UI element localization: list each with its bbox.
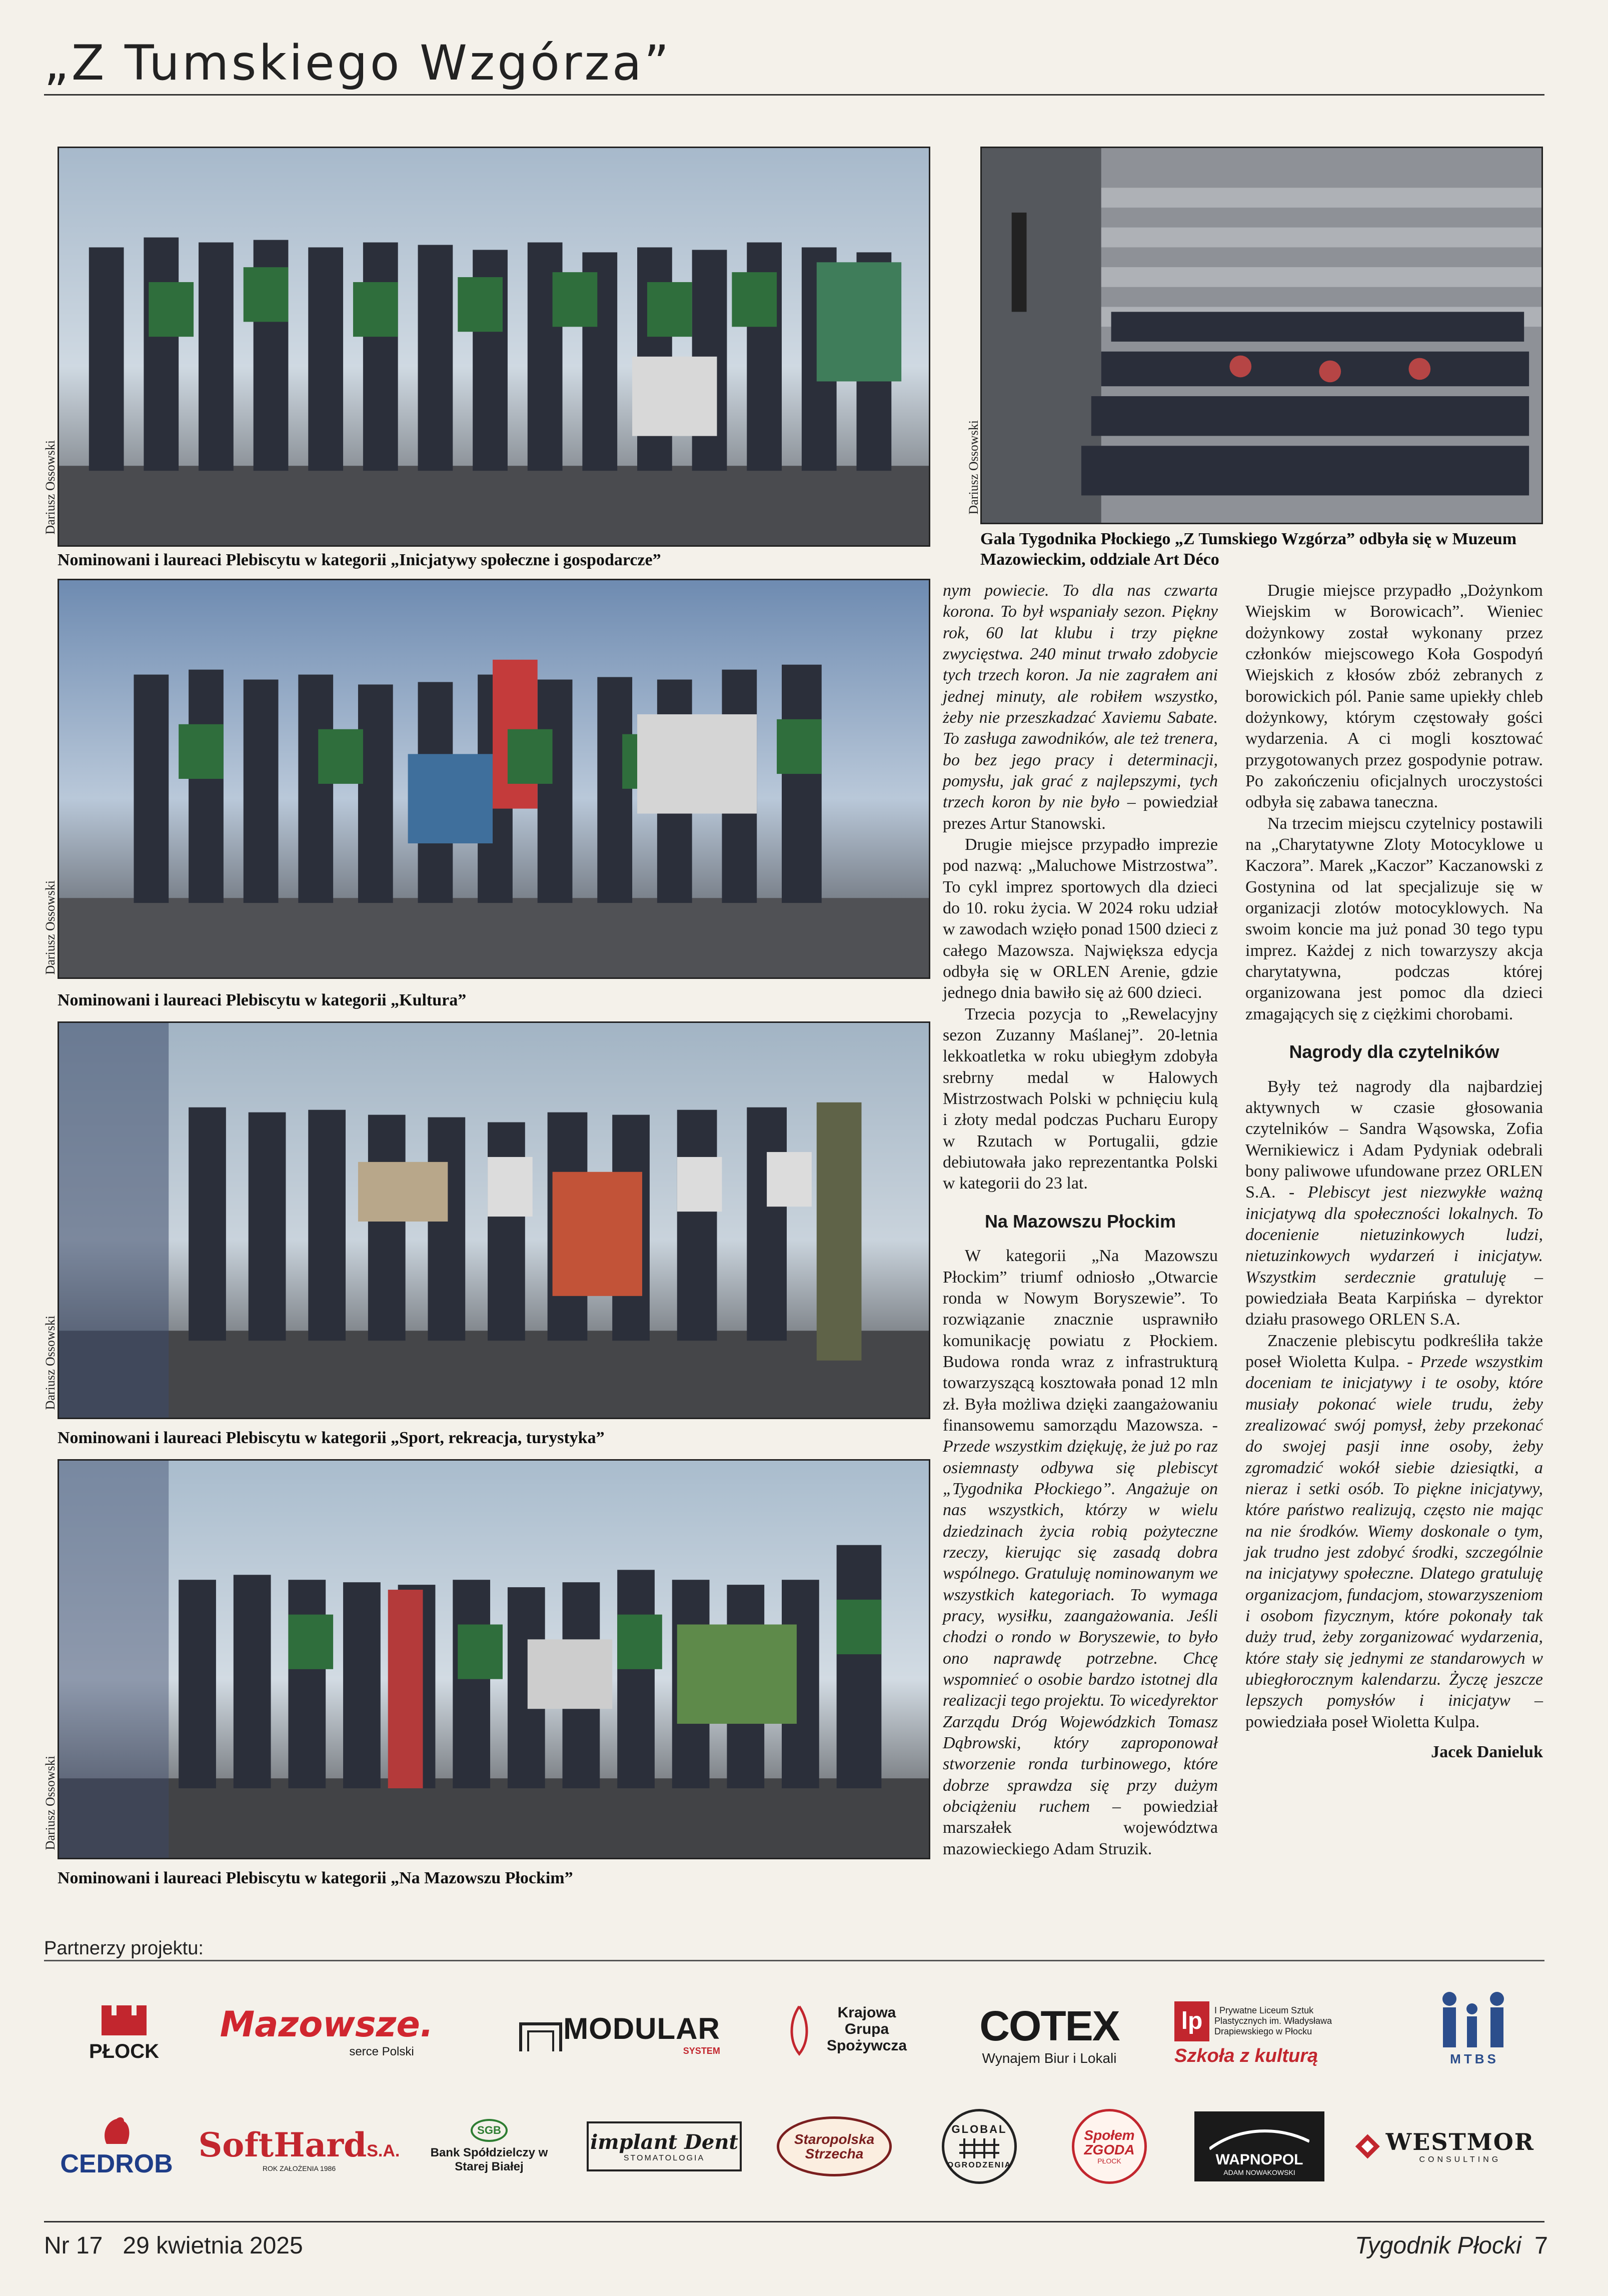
logo-text: SoftHard xyxy=(198,2125,367,2164)
article-paragraph: nym powiecie. To dla nas czwarta korona. To był wspaniały sezon. Piękny rok, 60 lat klubu i trzy piękne zwycięstwa. 240 minut trwało zdobycie tych trzech koron. Ja nie zagrałem ani jednej minuty, ale robiłem wszystko, żeby nie przeszkadzać Xaviemu Sabate. To zasługa zawodników, ale też trenera, bo bez jego pracy i determinacji, pomysłu, jak grać z najlepszymi, tych trzech koron by nie było xyxy=(943,581,1218,812)
partners-box xyxy=(44,1960,1544,2191)
logo-kgs xyxy=(774,1991,924,2066)
publication-name: Tygodnik Płocki xyxy=(1355,2232,1521,2259)
logo-text: GLOBAL xyxy=(951,2123,1007,2135)
logo-subtext: Wynajem Biur i Lokali xyxy=(982,2050,1117,2066)
logo-text: MTBS xyxy=(1450,2051,1499,2066)
logo-plock xyxy=(69,1991,179,2071)
article-column-2 xyxy=(1245,580,1543,1901)
logo-wapnopol xyxy=(1189,2106,1329,2186)
logo-text: MODULAR xyxy=(563,2012,720,2045)
article-paragraph: – powiedziała Beata Karpińska – dyrektor działu prasowego ORLEN S.A. xyxy=(1245,1268,1543,1329)
photo-credit: Dariusz Ossowski xyxy=(43,440,58,535)
partners-label: Partnerzy projektu: xyxy=(44,1938,204,1959)
issue-date: 29 kwietnia 2025 xyxy=(123,2232,303,2259)
logo-strzecha xyxy=(769,2106,899,2186)
footer-publication-info xyxy=(1355,2232,1548,2259)
logo-westmor xyxy=(1354,2116,1534,2176)
logo-text: COTEX xyxy=(979,2002,1119,2049)
photo-credit: Dariusz Ossowski xyxy=(43,1756,58,1850)
logo-text: WAPNOPOL xyxy=(1215,2151,1303,2168)
article-paragraph: Plebiscyt jest niezwykłe ważną inicjatywą dla społeczności lokalnych. To docenienie nietuzinkowych ludzi, nietuzinkowych wydarzeń i inicjatyw. Wszystkim serdecznie gratuluję xyxy=(1245,1183,1543,1287)
fence-icon xyxy=(959,2136,999,2161)
logo-subtext: STOMATOLOGIA xyxy=(623,2153,705,2162)
photo-caption: Nominowani i laureaci Plebiscytu w kategorii „Na Mazowszu Płockim” xyxy=(58,1869,573,1887)
photo-credit: Dariusz Ossowski xyxy=(43,1316,58,1410)
logo-text: I Prywatne Liceum Sztuk Plastycznych im. Władysława Drapiewskiego w Płocku xyxy=(1214,2005,1332,2036)
family-icon xyxy=(1432,1986,1517,2051)
logo-text: Krajowa Grupa Spożywcza xyxy=(826,2004,907,2054)
article-paragraph: Drugie miejsce przypadło imprezie pod nazwą: „Maluchowe Mistrzostwa”. To cykl imprez sportowych dla dzieci do 10. roku życia. W 2024 roku udział w zawodach wzięło ponad 1500 dzieci z całego Mazowsza. Największa edycja odbyła się w ORLEN Arenie, gdzie jednego dnia bawiło się aż 600 dzieci. xyxy=(943,835,1218,1002)
logo-modular xyxy=(504,2006,734,2061)
article-paragraph: Były też nagrody dla najbardziej aktywnych w czasie głosowania czytelników – Sandra Wąsowska, Zofia Wernikiewicz i Adam Pydyniak odebrali bony paliwowe ufundowane przez ORLEN S.A. - xyxy=(1245,1077,1543,1202)
article-paragraph: Drugie miejsce przypadło „Dożynkom Wiejskim w Borowicach”. Wieniec dożynkowy został wykonany przez członków miejscowego Koła Gospodyń Wiejskich z kłosów zbóż zebranych z borowickich pól. Panie same upiekły chleb dożynkowy, którym częstowały gości wydarzenia. A ci mogli kosztować przygotowanych przez gospodynie potraw. Po zakończeniu oficjalnych uroczystości odbyła się zabawa taneczna. xyxy=(1245,581,1543,812)
logo-implant-dent xyxy=(584,2116,744,2176)
article-paragraph: W kategorii „Na Mazowszu Płockim” triumf odniosło „Otwarcie ronda w Nowym Boryszewie”. To rozwiązanie znacznie usprawniło komunikację powiatu z Płockiem. Budowa ronda wraz z infrastrukturą towarzyszącą kosztowała ponad 12 mln zł. Była możliwa dzięki zaangażowaniu finansowemu samorządu Mazowsza. - xyxy=(943,1247,1218,1435)
logo-bank xyxy=(414,2106,564,2186)
logo-softhard xyxy=(198,2116,400,2181)
logo-text: Społem ZGODA xyxy=(1084,2127,1135,2157)
logo-text: Staropolska Strzecha xyxy=(794,2131,875,2161)
header-rule xyxy=(44,94,1544,96)
issue-number: Nr 17 xyxy=(44,2232,103,2259)
logo-subtext: PŁOCK xyxy=(1097,2157,1121,2165)
westmor-diamond-icon xyxy=(1354,2131,1381,2161)
logo-text: WESTMOR xyxy=(1385,2128,1534,2155)
photo-credit: Dariusz Ossowski xyxy=(966,420,981,515)
logo-subtext: ADAM NOWAKOWSKI xyxy=(1223,2168,1295,2176)
rooster-icon xyxy=(97,2114,137,2149)
logo-text: Bank Spółdzielczy w Starej Białej xyxy=(430,2146,548,2173)
logo-liceum xyxy=(1174,1991,1374,2076)
article-paragraph: Przede wszystkim doceniam te inicjatywy i te osoby, które musiały pokonać wiele trudu, żeby zrealizować swój pomysł, żeby przekonać do swojej pasji inne osoby, żeby zgromadzić wokół siebie dziesiątki, a nieraz i setki osób. To piękne inicjatywy, które państwo realizują, często nie mając na nie środków. Wiemy doskonale o tym, jak trudno jest zdobyć środki, szczególnie na inicjatywy społeczne. Dlatego gratuluję organizacjom, fundacjom, stowarzyszeniom i osobom fizycznym, które pokonały tak duży trud, żeby zorganizować wydarzenia, które stały się jednymi ze standarowych w ubiegłorocznym kalendarzu. Życzę jeszcze lepszych pomysłów i inicjatyw xyxy=(1245,1352,1543,1710)
sgb-badge: SGB xyxy=(471,2119,508,2142)
modular-house-icon xyxy=(518,2014,563,2054)
footer-rule xyxy=(44,2221,1544,2222)
article-paragraph: – powiedział prezes Artur Stanowski. xyxy=(943,793,1218,833)
logo-text: CEDROB xyxy=(60,2149,173,2178)
subheading: Nagrody dla czytelników xyxy=(1289,1041,1499,1062)
article-paragraph: Znaczenie plebiscytu podkreśliła także poseł Wioletta Kulpa. - xyxy=(1245,1331,1543,1371)
logo-global xyxy=(929,2101,1029,2191)
logo-mtbs xyxy=(1419,1981,1529,2071)
subheading: Na Mazowszu Płockim xyxy=(984,1211,1176,1232)
photo-inicjatywy xyxy=(58,147,930,547)
photo-caption: Nominowani i laureaci Plebiscytu w kategorii „Sport, rekreacja, turystyka” xyxy=(58,1429,605,1447)
page-number: 7 xyxy=(1534,2232,1548,2259)
article-paragraph: Przede wszystkim dziękuję, że już po raz osiemnasty odbywa się plebiscyt „Tygodnika Płockiego”. Angażuje on nas wszystkich, którzy w wielu dziedzinach życia robią pożyteczne rzeczy, kierując się zasadą dobra wspólnego. Gratuluję nominowanym we wszystkich kategoriach. To wymaga pracy, wysiłku, zaangażowania. Jeśli chodzi o rondo w Boryszewie, to było ono naprawdę potrzebne. Chcę wspomnieć o osobie bardzo istotnej dla realizacji tego projektu. To wicedyrektor Zarządu Dróg Wojewódzkich Tomasz Dąbrowski, który zaproponował stworzenie ronda turbinowego, które dobrze sprawdza się przy dużym obciążeniu ruchem xyxy=(943,1437,1218,1816)
grain-icon xyxy=(784,2001,814,2056)
logo-text: PŁOCK xyxy=(89,2040,159,2062)
article-paragraph: – powiedział marszałek województwa mazowieckiego Adam Struzik. xyxy=(943,1797,1218,1858)
logo-subtext: Szkoła z kulturą xyxy=(1174,2045,1318,2066)
logo-mazowsze xyxy=(214,1996,439,2066)
road-icon xyxy=(1209,2121,1309,2151)
photo-sport xyxy=(58,1021,930,1419)
footer-issue-info xyxy=(44,2232,303,2259)
logo-text: S.A. xyxy=(367,2141,400,2160)
logo-subtext: SYSTEM xyxy=(683,2046,720,2056)
article-column-1 xyxy=(943,580,1218,1901)
article-paragraph: Na trzecim miejscu czytelnicy postawili na „Charytatywne Zloty Motocyklowe u Kaczora”. Marek „Kaczor” Kaczanowski z Gostynina od lat specjalizuje się w organizacji zlotów motocyklowych. Na swoim koncie ma już ponad 30 tego typu imprez. Każdej z nich towarzyszy akcja charytatywna, podczas której organizowana jest pomoc dla dzieci zmagających się z ciężkimi chorobami. xyxy=(1245,814,1543,1023)
logo-subtext: CONSULTING xyxy=(1419,2155,1501,2164)
lp-icon: lp xyxy=(1174,2001,1209,2041)
plock-crest-icon xyxy=(97,2000,152,2040)
photo-caption: Gala Tygodnika Płockiego „Z Tumskiego Wzgórza” odbyła się w Muzeum Mazowieckim, oddziale Art Déco xyxy=(980,530,1517,569)
logo-cotex xyxy=(959,1996,1139,2071)
photo-gala xyxy=(980,147,1543,524)
photo-mazowsze xyxy=(58,1459,930,1859)
article-paragraph: Trzecia pozycja to „Rewelacyjny sezon Zuzanny Maślanej”. 20-letnia lekkoatletka w roku ubiegłym zdobyła srebrny medal w Halowych Mistrzostwach Polski w pchnięciu kulą i złoty medal podczas Pucharu Europy w Rzutach w Portugalii, gdzie debiutowała jako reprezentantka Polski w kategorii do 23 lat. xyxy=(943,1004,1218,1193)
logo-cedrob xyxy=(54,2106,179,2186)
logo-subtext: ROK ZAŁOŻENIA 1986 xyxy=(262,2164,336,2172)
logo-text: implant Dent xyxy=(590,2130,738,2154)
photo-kultura xyxy=(58,579,930,979)
page-header xyxy=(44,30,1544,100)
section-title: „Z Tumskiego Wzgórza” xyxy=(44,35,672,91)
photo-credit: Dariusz Ossowski xyxy=(43,880,58,975)
article-author: Jacek Danieluk xyxy=(1431,1742,1543,1761)
logo-subtext: serce Polski xyxy=(349,2045,414,2058)
logo-spolem xyxy=(1059,2101,1159,2191)
photo-caption: Nominowani i laureaci Plebiscytu w kategorii „Inicjatywy społeczne i gospodarcze” xyxy=(58,551,661,569)
article-paragraph: – powiedziała poseł Wioletta Kulpa. xyxy=(1245,1691,1543,1731)
logo-text: Mazowsze. xyxy=(220,2004,434,2045)
photo-caption: Nominowani i laureaci Plebiscytu w kategorii „Kultura” xyxy=(58,991,467,1009)
logo-subtext: OGRODZENIA xyxy=(947,2161,1012,2169)
